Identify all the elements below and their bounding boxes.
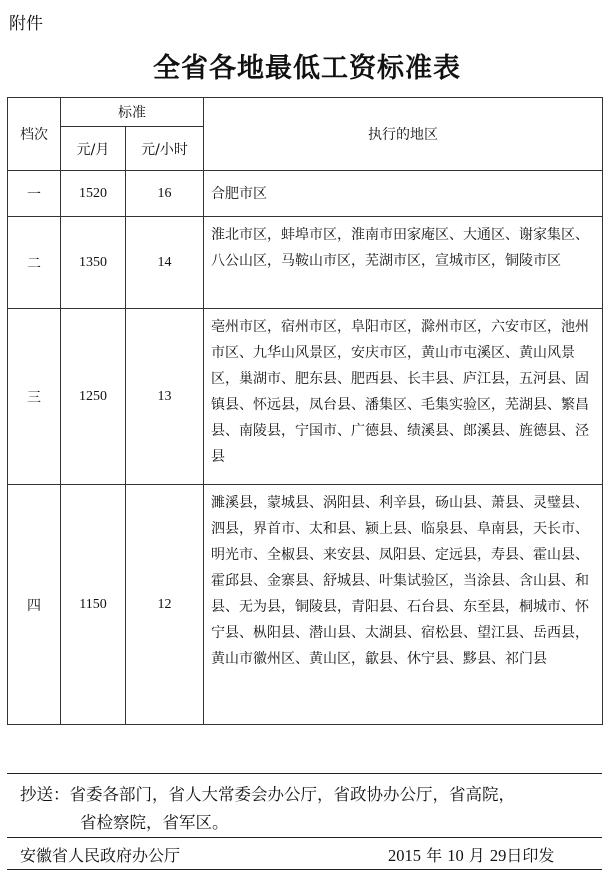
table-row — [8, 217, 603, 309]
table-row — [8, 309, 603, 485]
header-monthly: 元/月 — [61, 127, 126, 171]
regions-cell: 淮北市区，蚌埠市区，淮南市田家庵区、大通区、谢家集区、八公山区，马鞍山市区，芜湖市区，宣城市区，铜陵市区 — [204, 217, 603, 309]
issue-month: 10 — [447, 846, 464, 865]
minimum-wage-table — [7, 97, 603, 725]
issue-date — [388, 843, 554, 866]
tier-cell: 一 — [8, 171, 61, 217]
header-tier: 档次 — [8, 98, 61, 171]
table-row — [8, 485, 603, 725]
header-hourly: 元/小时 — [126, 127, 204, 171]
hourly-wage-cell: 14 — [126, 217, 204, 309]
regions-cell: 亳州市区，宿州市区，阜阳市区，滁州市区，六安市区，池州市区、九华山风景区，安庆市区，黄山市屯溪区、黄山风景区，巢湖市、肥东县、肥西县、长丰县、庐江县，五河县、固镇县、怀远县，凤台县、潘集区、毛集实验区，芜湖县、繁昌县、南陵县，宁国市、广德县、绩溪县、郎溪县、旌德县、泾县 — [204, 309, 603, 485]
cc-recipients — [20, 781, 515, 837]
cc-top-divider — [7, 773, 602, 774]
issuing-office: 安徽省人民政府办公厅 — [20, 846, 181, 865]
header-standard: 标准 — [61, 98, 204, 127]
cc-bottom-divider — [7, 837, 602, 838]
issue-month-unit: 月 — [468, 846, 485, 865]
attachment-label: 附件 — [9, 14, 43, 34]
cc-line-1: 抄送：省委各部门，省人大常委会办公厅，省政协办公厅，省高院， — [20, 785, 515, 804]
document-title: 全省各地最低工资标准表 — [153, 53, 461, 84]
tier-cell: 三 — [8, 309, 61, 485]
regions-cell: 合肥市区 — [204, 171, 603, 217]
table-row — [8, 171, 603, 217]
issue-year: 2015 — [388, 846, 421, 865]
table-header-row — [8, 98, 603, 127]
tier-cell: 四 — [8, 485, 61, 725]
monthly-wage-cell: 1350 — [61, 217, 126, 309]
hourly-wage-cell: 12 — [126, 485, 204, 725]
issue-day: 29 — [489, 846, 507, 865]
monthly-wage-cell: 1150 — [61, 485, 126, 725]
regions-cell: 濉溪县，蒙城县、涡阳县、利辛县，砀山县、萧县、灵璧县、泗县，界首市、太和县、颍上县、临泉县、阜南县，天长市、明光市、全椒县、来安县、凤阳县、定远县，寿县、霍山县、霍邱县、金寨县、舒城县、叶集试验区，当涂县、含山县、和县、无为县，铜陵县，青阳县、石台县、东至县，桐城市、怀宁县、枞阳县、潜山县、太湖县、宿松县、望江县、岳西县，黄山市徽州区、黄山区，歙县、休宁县、黟县、祁门县 — [204, 485, 603, 725]
cc-line-2: 省检察院，省军区。 — [80, 813, 229, 832]
header-regions: 执行的地区 — [204, 98, 603, 171]
monthly-wage-cell: 1250 — [61, 309, 126, 485]
issue-day-unit: 日印发 — [506, 846, 555, 865]
tier-cell: 二 — [8, 217, 61, 309]
hourly-wage-cell: 13 — [126, 309, 204, 485]
footer-bottom-divider — [7, 869, 602, 870]
hourly-wage-cell: 16 — [126, 171, 204, 217]
issue-year-unit: 年 — [426, 846, 443, 865]
monthly-wage-cell: 1520 — [61, 171, 126, 217]
